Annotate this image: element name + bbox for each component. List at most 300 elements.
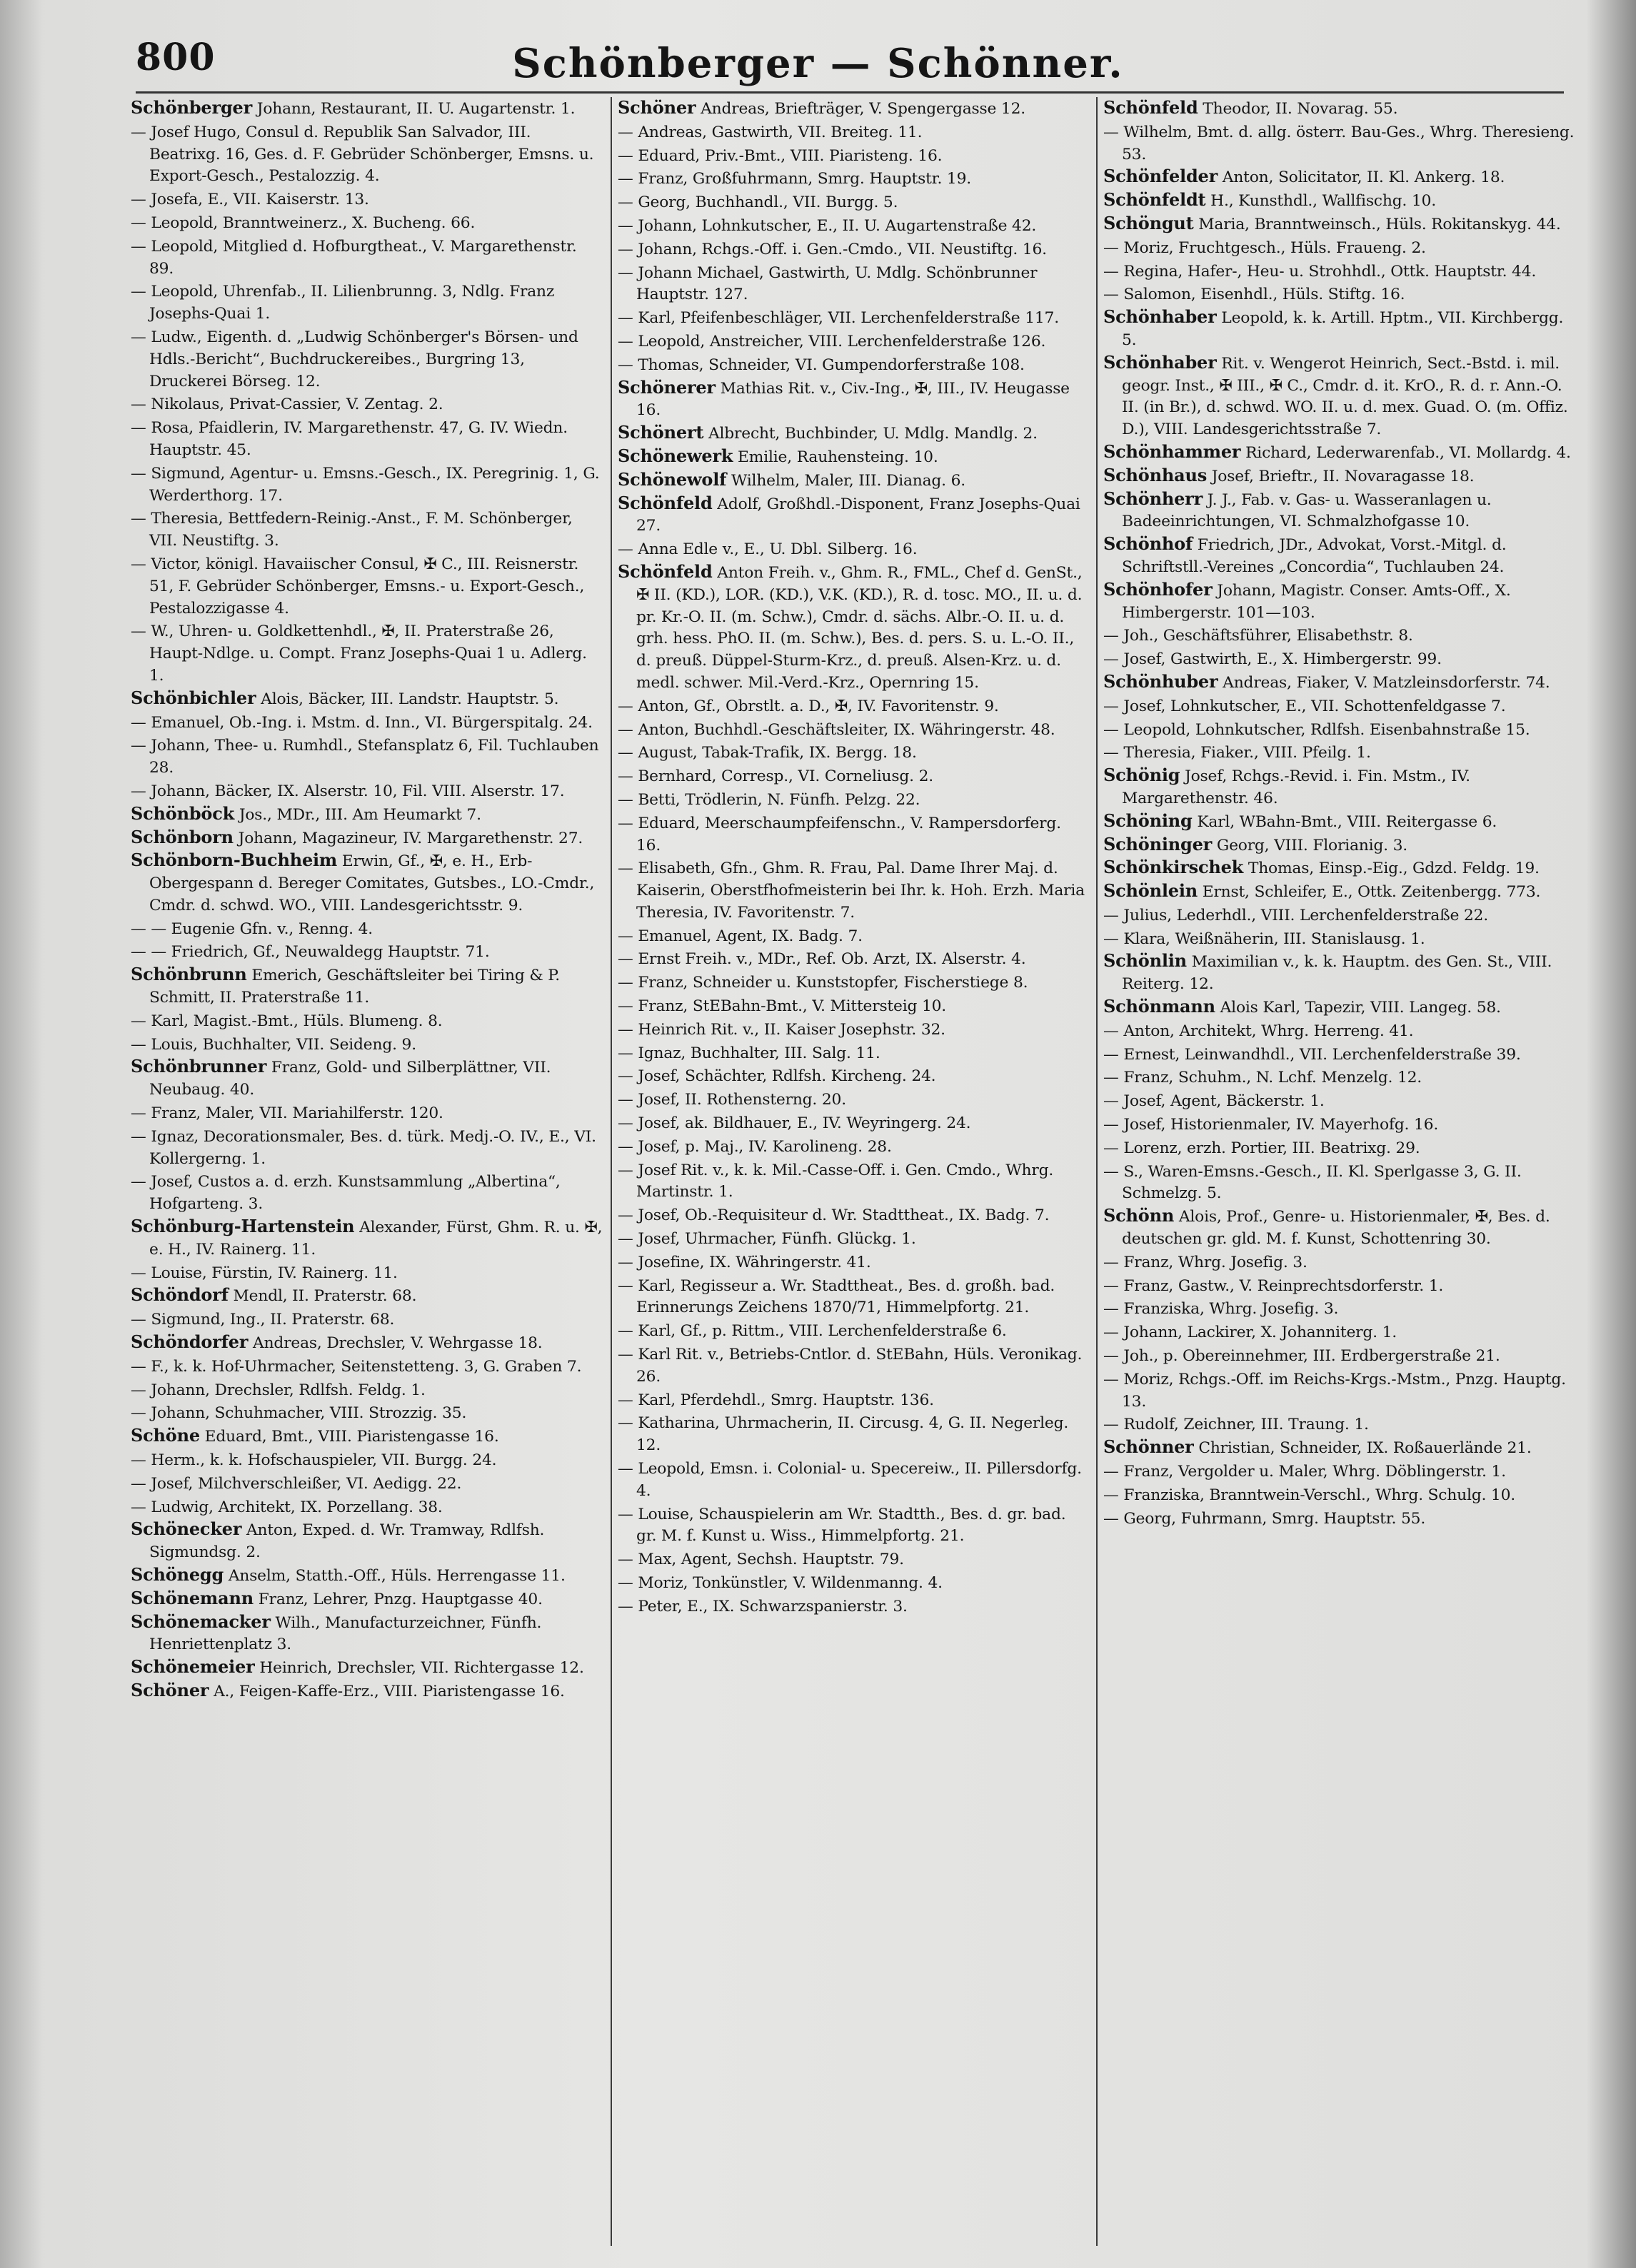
entry-surname: Schönn bbox=[1103, 1205, 1175, 1226]
entry-text: — Johann, Bäcker, IX. Alserstr. 10, Fil. VIII. Alserstr. 17. bbox=[131, 782, 565, 800]
entry-text: — Nikolaus, Privat-Cassier, V. Zentag. 2. bbox=[131, 395, 443, 414]
entry-text: — Thomas, Schneider, VI. Gumpendorferstraße 108. bbox=[618, 356, 1025, 374]
entry-text: — Betti, Trödlerin, N. Fünfh. Pelzg. 22. bbox=[618, 790, 920, 809]
entry-surname: Schönner bbox=[1103, 1436, 1194, 1458]
directory-entry bbox=[131, 97, 603, 121]
entry-surname: Schöninger bbox=[1103, 833, 1213, 855]
directory-entry bbox=[1103, 834, 1575, 857]
entry-text: H., Kunsthdl., Wallfischg. 10. bbox=[1205, 192, 1436, 211]
entry-surname: Schöner bbox=[618, 97, 696, 118]
entry-text: — Josef, ak. Bildhauer, E., IV. Weyringerg. 24. bbox=[618, 1114, 971, 1133]
directory-entry bbox=[131, 507, 603, 553]
entry-surname: Schönhuber bbox=[1103, 670, 1218, 692]
entry-text: Alois Karl, Tapezir, VIII. Langeg. 58. bbox=[1215, 999, 1501, 1017]
page-shadow-left bbox=[0, 0, 43, 2268]
entry-text: Christian, Schneider, IX. Roßauerlände 21. bbox=[1193, 1439, 1532, 1458]
entry-text: — Rosa, Pfaidlerin, IV. Margarethenstr. 47, G. IV. Wiedn. Hauptstr. 45. bbox=[131, 419, 568, 459]
directory-entry bbox=[618, 261, 1089, 307]
directory-entry bbox=[1103, 671, 1575, 695]
directory-entry bbox=[1103, 1436, 1575, 1460]
entry-text: — Josef, Agent, Bäckerstr. 1. bbox=[1103, 1092, 1325, 1111]
directory-entry bbox=[618, 765, 1089, 788]
directory-entry bbox=[131, 462, 603, 508]
entry-text: — Leopold, Emsn. i. Colonial- u. Specereiw., II. Pillersdorfg. 4. bbox=[618, 1460, 1082, 1500]
entry-surname: Schönböck bbox=[131, 802, 235, 824]
entry-surname: Schönmann bbox=[1103, 996, 1215, 1017]
directory-entry bbox=[618, 1018, 1089, 1042]
directory-entry bbox=[1103, 121, 1575, 166]
entry-surname: Schöngut bbox=[1103, 212, 1194, 233]
directory-entry bbox=[131, 326, 603, 393]
entry-surname: Schönbrunn bbox=[131, 964, 247, 985]
entry-text: Wilhelm, Maler, III. Dianag. 6. bbox=[726, 471, 965, 490]
entry-surname: Schönhofer bbox=[1103, 578, 1213, 600]
entry-text: — Moriz, Fruchtgesch., Hüls. Fraueng. 2. bbox=[1103, 238, 1426, 257]
directory-entry bbox=[618, 538, 1089, 561]
entry-text: — Joh., p. Obereinnehmer, III. Erdbergerstraße 21. bbox=[1103, 1347, 1500, 1366]
directory-entry bbox=[131, 1379, 603, 1402]
directory-entry bbox=[1103, 1043, 1575, 1067]
directory-entry bbox=[618, 695, 1089, 718]
entry-text: — Moriz, Rchgs.-Off. im Reichs-Krgs.-Mstm., Pnzg. Hauptg. 13. bbox=[1103, 1370, 1566, 1411]
directory-entry bbox=[618, 1343, 1089, 1388]
directory-entry bbox=[131, 1308, 603, 1331]
entry-text: — Johann, Thee- u. Rumhdl., Stefansplatz 6, Fil. Tuchlauben 28. bbox=[131, 737, 599, 777]
directory-entry bbox=[618, 994, 1089, 1018]
directory-entry bbox=[1103, 1274, 1575, 1298]
entry-text: Anton, Exped. d. Wr. Tramway, Rdlfsh. Sigmundsg. 2. bbox=[149, 1521, 545, 1562]
directory-entry bbox=[618, 306, 1089, 330]
directory-entry bbox=[618, 857, 1089, 924]
entry-text: — Johann, Lohnkutscher, E., II. U. Augartenstraße 42. bbox=[618, 216, 1037, 235]
directory-entry bbox=[618, 1227, 1089, 1251]
directory-entry bbox=[618, 1251, 1089, 1274]
directory-entry bbox=[618, 191, 1089, 214]
directory-entry bbox=[131, 711, 603, 735]
directory-entry bbox=[1103, 465, 1575, 488]
directory-entry bbox=[618, 1571, 1089, 1595]
entry-text: — Leopold, Lohnkutscher, Rdlfsh. Eisenbahnstraße 15. bbox=[1103, 720, 1530, 739]
directory-entry bbox=[618, 353, 1089, 377]
entry-text: Alois, Bäcker, III. Landstr. Hauptstr. 5. bbox=[256, 690, 559, 708]
directory-entry bbox=[1103, 236, 1575, 260]
entry-text: — Julius, Lederhdl., VIII. Lerchenfelderstraße 22. bbox=[1103, 906, 1488, 924]
directory-entry bbox=[1103, 950, 1575, 996]
directory-entry bbox=[1103, 533, 1575, 579]
directory-entry bbox=[131, 1355, 603, 1379]
directory-entry bbox=[131, 827, 603, 850]
directory-entry bbox=[1103, 927, 1575, 951]
entry-text: — Bernhard, Corresp., VI. Corneliusg. 2. bbox=[618, 767, 933, 786]
entry-text: — Karl, Pferdehdl., Smrg. Hauptstr. 136. bbox=[618, 1391, 934, 1409]
directory-entry bbox=[131, 1518, 603, 1564]
entry-text: — Ludw., Eigenth. d. „Ludwig Schönberger's Börsen- und Hdls.-Bericht“, Buchdruckereibes., Burgring 13, Druckerei Börseg. 12. bbox=[131, 328, 578, 390]
directory-entry bbox=[131, 416, 603, 462]
entry-text: Karl, WBahn-Bmt., VIII. Reitergasse 6. bbox=[1192, 812, 1497, 831]
entry-surname: Schönburg-Hartenstein bbox=[131, 1216, 355, 1237]
directory-entry bbox=[618, 1135, 1089, 1159]
directory-entry bbox=[618, 1064, 1089, 1088]
page-shadow-right bbox=[1586, 0, 1636, 2268]
entry-text: — Klara, Weißnäherin, III. Stanislausg. 1. bbox=[1103, 929, 1425, 948]
columns bbox=[125, 97, 1582, 2246]
directory-entry bbox=[131, 1588, 603, 1611]
directory-entry bbox=[618, 561, 1089, 695]
entry-surname: Schönewerk bbox=[618, 445, 733, 466]
entry-text: — Theresia, Bettfedern-Reinig.-Anst., F. M. Schönberger, VII. Neustiftg. 3. bbox=[131, 510, 573, 550]
entry-text: — Max, Agent, Sechsh. Hauptstr. 79. bbox=[618, 1551, 904, 1569]
directory-entry bbox=[1103, 1297, 1575, 1321]
entry-text: Georg, VIII. Florianig. 3. bbox=[1212, 836, 1407, 855]
directory-entry bbox=[618, 422, 1089, 445]
entry-text: — Franz, Schneider u. Kunststopfer, Fischerstiege 8. bbox=[618, 974, 1028, 992]
directory-entry bbox=[618, 718, 1089, 742]
entry-text: Alexander, Fürst, Ghm. R. u. ✠, e. H., IV. Rainerg. 11. bbox=[149, 1219, 603, 1259]
entry-text: — Salomon, Eisenhdl., Hüls. Stiftg. 16. bbox=[1103, 286, 1405, 304]
entry-text: A., Feigen-Kaffe-Erz., VIII. Piaristengasse 16. bbox=[209, 1682, 565, 1700]
directory-entry bbox=[618, 377, 1089, 423]
directory-entry bbox=[1103, 1089, 1575, 1113]
entry-surname: Schöning bbox=[1103, 810, 1193, 831]
entry-text: — Franz, Großfuhrmann, Smrg. Hauptstr. 19. bbox=[618, 170, 971, 188]
entry-surname: Schönlin bbox=[1103, 950, 1187, 972]
directory-entry bbox=[618, 97, 1089, 121]
entry-text: — Andreas, Gastwirth, VII. Breiteg. 11. bbox=[618, 123, 923, 141]
entry-text: — Rudolf, Zeichner, III. Traung. 1. bbox=[1103, 1416, 1369, 1434]
entry-text: — Johann, Rchgs.-Off. i. Gen.-Cmdo., VII. Neustiftg. 16. bbox=[618, 240, 1047, 258]
entry-text: Emilie, Rauhensteing. 10. bbox=[733, 448, 938, 466]
directory-entry bbox=[1103, 996, 1575, 1019]
directory-entry bbox=[1103, 283, 1575, 306]
directory-entry bbox=[1103, 904, 1575, 927]
directory-entry bbox=[618, 1159, 1089, 1204]
entry-text: Erwin, Gf., ✠, e. H., Erb-Obergespann d. Bereger Comitates, Gutsbes., LO.-Cmdr., Cmdr. d. schwd. WO., VIII. Landesgerichtsstr. 9. bbox=[149, 852, 595, 914]
entry-surname: Schönbrunner bbox=[131, 1056, 267, 1077]
entry-text: — Anton, Architekt, Whrg. Herreng. 41. bbox=[1103, 1022, 1414, 1040]
directory-entry bbox=[131, 1611, 603, 1657]
entry-text: — Anna Edle v., E., U. Dbl. Silberg. 16. bbox=[618, 540, 918, 559]
entry-surname: Schönfeld bbox=[618, 560, 713, 582]
entry-surname: Schönert bbox=[618, 422, 704, 443]
entry-text: — Georg, Fuhrmann, Smrg. Hauptstr. 55. bbox=[1103, 1509, 1426, 1528]
directory-entry bbox=[618, 214, 1089, 238]
entry-text: Mendl, II. Praterstr. 68. bbox=[228, 1287, 417, 1306]
entry-surname: Schönborn-Buchheim bbox=[131, 850, 338, 871]
entry-text: — Josef, Milchverschleißer, VI. Aedigg. 22. bbox=[131, 1474, 462, 1493]
entry-text: Jos., MDr., III. Am Heumarkt 7. bbox=[234, 805, 481, 824]
entry-text: Mathias Rit. v., Civ.-Ing., ✠, III., IV. Heugasse 16. bbox=[636, 379, 1070, 420]
directory-entry bbox=[618, 469, 1089, 493]
entry-surname: Schönhaber bbox=[1103, 351, 1217, 373]
entry-surname: Schönemacker bbox=[131, 1611, 271, 1632]
directory-entry bbox=[618, 1503, 1089, 1548]
directory-entry bbox=[618, 1204, 1089, 1227]
directory-entry bbox=[131, 1656, 603, 1680]
entry-text: — Franz, Whrg. Josefig. 3. bbox=[1103, 1253, 1308, 1271]
directory-entry bbox=[131, 734, 603, 780]
entry-text: — Josef, Lohnkutscher, E., VII. Schottenfeldgasse 7. bbox=[1103, 697, 1506, 715]
directory-entry bbox=[1103, 1113, 1575, 1136]
entry-text: — Johann, Schuhmacher, VIII. Strozzig. 35. bbox=[131, 1404, 467, 1423]
directory-entry bbox=[1103, 579, 1575, 625]
entry-text: — Joh., Geschäftsführer, Elisabethstr. 8. bbox=[1103, 627, 1413, 645]
entry-text: — Ernest, Leinwandhdl., VII. Lerchenfelderstraße 39. bbox=[1103, 1045, 1521, 1064]
entry-surname: Schönemann bbox=[131, 1587, 254, 1608]
entry-text: — Karl, Magist.-Bmt., Hüls. Blumeng. 8. bbox=[131, 1012, 443, 1030]
entry-text: — Franz, Vergolder u. Maler, Whrg. Döblingerstr. 1. bbox=[1103, 1463, 1506, 1481]
entry-surname: Schönhaber bbox=[1103, 306, 1217, 328]
directory-entry bbox=[618, 1595, 1089, 1618]
directory-entry bbox=[1103, 260, 1575, 283]
directory-entry bbox=[131, 553, 603, 620]
directory-entry bbox=[131, 1009, 603, 1033]
directory-entry bbox=[131, 620, 603, 687]
entry-surname: Schönborn bbox=[131, 826, 234, 847]
entry-surname: Schöne bbox=[131, 1425, 200, 1446]
entry-text: — Emanuel, Ob.-Ing. i. Mstm. d. Inn., VI. Bürgerspitalg. 24. bbox=[131, 713, 593, 732]
entry-text: Alois, Prof., Genre- u. Historienmaler, ✠, Bes. d. deutschen gr. gld. M. f. Kunst, Schottenring 30. bbox=[1122, 1208, 1550, 1249]
entry-text: — Ignaz, Buchhalter, III. Salg. 11. bbox=[618, 1044, 880, 1062]
directory-entry bbox=[1103, 1066, 1575, 1089]
directory-entry bbox=[618, 1457, 1089, 1503]
entry-text: — F., k. k. Hof-Uhrmacher, Seitenstetteng. 3, G. Graben 7. bbox=[131, 1357, 582, 1376]
entry-text: — Theresia, Fiaker., VIII. Pfeilg. 1. bbox=[1103, 744, 1371, 762]
entry-text: Josef, Rchgs.-Revid. i. Fin. Mstm., IV. Margarethenstr. 46. bbox=[1122, 767, 1470, 807]
entry-text: J. J., Fab. v. Gas- u. Wasseranlagen u. Badeeinrichtungen, VI. Schmalzhofgasse 10. bbox=[1122, 490, 1492, 531]
directory-entry bbox=[618, 1088, 1089, 1112]
entry-text: Franz, Gold- und Silberplättner, VII. Neubaug. 40. bbox=[149, 1059, 551, 1099]
directory-entry bbox=[1103, 695, 1575, 718]
entry-text: Franz, Lehrer, Pnzg. Hauptgasse 40. bbox=[253, 1590, 543, 1608]
directory-entry bbox=[1103, 765, 1575, 810]
directory-entry bbox=[131, 780, 603, 803]
header-rule bbox=[136, 91, 1564, 94]
entry-text: Adolf, Großhdl.-Disponent, Franz Josephs-Quai 27. bbox=[636, 495, 1080, 535]
entry-text: — Josefa, E., VII. Kaiserstr. 13. bbox=[131, 191, 369, 209]
entry-text: — Ignaz, Decorationsmaler, Bes. d. türk. Medj.-O. IV., E., VI. Kollergerng. 1. bbox=[131, 1127, 596, 1168]
entry-text: Anselm, Statth.-Off., Hüls. Herrengasse 11. bbox=[224, 1567, 566, 1585]
entry-text: — Victor, königl. Havaiischer Consul, ✠ C., III. Reisnerstr. 51, F. Gebrüder Schönberger, Emsns.- u. Export-Gesch., Pestalozzigasse 4. bbox=[131, 555, 585, 618]
entry-text: — Josef, II. Rothensterng. 20. bbox=[618, 1091, 846, 1109]
directory-entry bbox=[1103, 1507, 1575, 1531]
entry-text: — Eduard, Priv.-Bmt., VIII. Piaristeng. 16. bbox=[618, 146, 943, 165]
directory-entry bbox=[131, 917, 603, 941]
entry-text: Albrecht, Buchbinder, U. Mdlg. Mandlg. 2. bbox=[703, 425, 1038, 443]
entry-text: — — Eugenie Gfn. v., Renng. 4. bbox=[131, 919, 373, 938]
directory-entry bbox=[1103, 352, 1575, 441]
directory-entry bbox=[1103, 306, 1575, 352]
directory-entry bbox=[1103, 1483, 1575, 1507]
entry-surname: Schönerer bbox=[618, 376, 716, 398]
entry-text: — Johann, Lackirer, X. Johanniterg. 1. bbox=[1103, 1324, 1397, 1342]
entry-text: Emerich, Geschäftsleiter bei Tiring & P. Schmitt, II. Praterstraße 11. bbox=[149, 967, 561, 1007]
entry-surname: Schönegg bbox=[131, 1564, 224, 1585]
directory-entry bbox=[618, 445, 1089, 469]
entry-text: — Franz, Maler, VII. Mariahilferstr. 120. bbox=[131, 1104, 443, 1123]
entry-surname: Schönherr bbox=[1103, 488, 1203, 509]
directory-entry bbox=[1103, 880, 1575, 904]
entry-text: Johann, Magazineur, IV. Margarethenstr. 27. bbox=[233, 829, 583, 847]
directory-entry bbox=[1103, 1321, 1575, 1344]
directory-entry bbox=[1103, 857, 1575, 880]
directory-entry bbox=[131, 1261, 603, 1285]
directory-entry bbox=[618, 493, 1089, 538]
entry-text: Anton Freih. v., Ghm. R., FML., Chef d. GenSt., ✠ II. (KD.), LOR. (KD.), V.K. (KD.), R. d. tosc. MO., II. u. d. pr. Kr.-O. II. (m. Schw.), Cmdr. d. sächs. Albr.-O. II. u. d. grh. hess. PhO. II. (m. Schw.), Bes. d. pers. S. u. L.-O. II., d. preuß. Düppel-Sturm-Krz., d. preuß. Alsen-Krz. u. d. medl. schwer. Mil.-Verd.-Krz., Opernring 15. bbox=[636, 563, 1083, 692]
entry-text: Leopold, k. k. Artill. Hptm., VII. Kirchbergg. 5. bbox=[1122, 309, 1564, 349]
entry-text: Andreas, Fiaker, V. Matzleinsdorferstr. 74. bbox=[1218, 673, 1550, 692]
entry-text: — Louis, Buchhalter, VII. Seideng. 9. bbox=[131, 1035, 416, 1054]
entry-text: — Josef Hugo, Consul d. Republik San Salvador, III. Beatrixg. 16, Ges. d. F. Gebrüder Schönberger, Emsns. u. Export-Gesch., Pestalozzig. 4. bbox=[131, 123, 594, 186]
directory-entry bbox=[131, 393, 603, 416]
entry-text: Andreas, Briefträger, V. Spengergasse 12. bbox=[696, 100, 1025, 118]
directory-entry bbox=[1103, 1019, 1575, 1043]
entry-text: — Katharina, Uhrmacherin, II. Circusg. 4, G. II. Negerleg. 12. bbox=[618, 1414, 1069, 1455]
directory-entry bbox=[618, 167, 1089, 191]
entry-text: — Karl, Regisseur a. Wr. Stadttheat., Bes. d. großh. bad. Erinnerungs Zeichens 1870/71, Himmelpfortg. 21. bbox=[618, 1276, 1055, 1317]
directory-entry bbox=[618, 1548, 1089, 1571]
entry-text: — Josef, Historienmaler, IV. Mayerhofg. 16. bbox=[1103, 1116, 1439, 1134]
entry-text: — Josef Rit. v., k. k. Mil.-Casse-Off. i. Gen. Cmdo., Whrg. Martinstr. 1. bbox=[618, 1161, 1054, 1201]
directory-entry bbox=[618, 947, 1089, 971]
entry-text: — Louise, Schauspielerin am Wr. Stadtth., Bes. d. gr. bad. gr. M. f. Kunst u. Wiss., Himmelpfortg. 21. bbox=[618, 1505, 1066, 1546]
directory-entry bbox=[131, 803, 603, 827]
column-1 bbox=[125, 97, 611, 2246]
entry-text: — Sigmund, Ing., II. Praterstr. 68. bbox=[131, 1311, 395, 1329]
entry-text: Ernst, Schleifer, E., Ottk. Zeitenbergg. 773. bbox=[1198, 883, 1541, 902]
directory-entry bbox=[1103, 213, 1575, 236]
directory-entry bbox=[131, 1472, 603, 1496]
entry-surname: Schönewolf bbox=[618, 468, 727, 490]
entry-text: Johann, Restaurant, II. U. Augartenstr. 1. bbox=[252, 100, 576, 118]
entry-text: — Moriz, Tonkünstler, V. Wildenmanng. 4. bbox=[618, 1574, 943, 1592]
entry-text: Wilh., Manufacturzeichner, Fünfh. Henriettenplatz 3. bbox=[149, 1613, 542, 1654]
directory-entry bbox=[1103, 1251, 1575, 1274]
entry-text: — Karl, Gf., p. Rittm., VIII. Lerchenfelderstraße 6. bbox=[618, 1322, 1007, 1341]
entry-surname: Schönkirschek bbox=[1103, 857, 1244, 878]
entry-text: — Louise, Fürstin, IV. Rainerg. 11. bbox=[131, 1264, 398, 1282]
directory-entry bbox=[618, 788, 1089, 812]
entry-surname: Schönberger bbox=[131, 97, 253, 118]
directory-entry bbox=[131, 1170, 603, 1216]
directory-entry bbox=[131, 1401, 603, 1425]
entry-text: — Franz, StEBahn-Bmt., V. Mittersteig 10. bbox=[618, 997, 947, 1016]
entry-text: — Herm., k. k. Hofschauspieler, VII. Burgg. 24. bbox=[131, 1451, 497, 1470]
entry-text: — Eduard, Meerschaumpfeifenschn., V. Rampersdorferg. 16. bbox=[618, 814, 1061, 855]
directory-entry bbox=[131, 940, 603, 964]
directory-entry bbox=[1103, 1460, 1575, 1483]
entry-text: Andreas, Drechsler, V. Wehrgasse 18. bbox=[248, 1334, 543, 1353]
directory-entry bbox=[618, 812, 1089, 857]
directory-entry bbox=[131, 964, 603, 1009]
entry-text: — Ernst Freih. v., MDr., Ref. Ob. Arzt, IX. Alserstr. 4. bbox=[618, 950, 1026, 969]
directory-entry bbox=[618, 1319, 1089, 1343]
entry-text: — Lorenz, erzh. Portier, III. Beatrixg. 29. bbox=[1103, 1139, 1420, 1157]
directory-entry bbox=[1103, 189, 1575, 213]
entry-surname: Schönig bbox=[1103, 765, 1180, 786]
entry-text: — — Friedrich, Gf., Neuwaldegg Hauptstr. 71. bbox=[131, 943, 490, 962]
directory-entry bbox=[131, 1680, 603, 1703]
entry-text: — Peter, E., IX. Schwarzspanierstr. 3. bbox=[618, 1597, 908, 1616]
directory-entry bbox=[131, 188, 603, 211]
directory-entry bbox=[131, 1564, 603, 1588]
entry-text: — Sigmund, Agentur- u. Emsns.-Gesch., IX. Peregrinig. 1, G. Werderthorg. 17. bbox=[131, 464, 600, 505]
entry-text: Friedrich, JDr., Advokat, Vorst.-Mitgl. d. Schriftstll.-Vereines „Concordia“, Tuchlauben 24. bbox=[1122, 536, 1507, 576]
entry-surname: Schönfeld bbox=[618, 492, 713, 513]
entry-surname: Schöndorf bbox=[131, 1284, 229, 1306]
directory-entry bbox=[1103, 1344, 1575, 1368]
directory-entry bbox=[1103, 441, 1575, 465]
entry-text: Maximilian v., k. k. Hauptm. des Gen. St., VIII. Reiterg. 12. bbox=[1122, 953, 1552, 994]
directory-entry bbox=[1103, 166, 1575, 189]
directory-entry bbox=[131, 1125, 603, 1171]
entry-text: — Karl Rit. v., Betriebs-Cntlor. d. StEBahn, Hüls. Veronikag. 26. bbox=[618, 1346, 1083, 1386]
entry-text: — Wilhelm, Bmt. d. allg. österr. Bau-Ges., Whrg. Theresieng. 53. bbox=[1103, 123, 1575, 163]
directory-entry bbox=[131, 1102, 603, 1125]
directory-entry bbox=[618, 144, 1089, 168]
page-number: 800 bbox=[136, 36, 216, 79]
directory-entry bbox=[1103, 624, 1575, 647]
directory-entry bbox=[131, 850, 603, 917]
entry-text: — Franz, Schuhm., N. Lchf. Menzelg. 12. bbox=[1103, 1069, 1422, 1087]
directory-entry bbox=[618, 1388, 1089, 1412]
entry-text: Theodor, II. Novarag. 55. bbox=[1198, 100, 1398, 118]
directory-entry bbox=[131, 1284, 603, 1308]
directory-entry bbox=[1103, 97, 1575, 121]
directory-entry bbox=[131, 280, 603, 326]
entry-surname: Schönhaus bbox=[1103, 464, 1208, 485]
entry-text: — Anton, Buchhdl.-Geschäftsleiter, IX. Währingerstr. 48. bbox=[618, 720, 1055, 739]
directory-entry bbox=[1103, 810, 1575, 834]
entry-surname: Schönfelder bbox=[1103, 166, 1218, 187]
directory-entry bbox=[131, 1496, 603, 1519]
directory-entry bbox=[131, 121, 603, 188]
directory-entry bbox=[131, 1216, 603, 1261]
column-2 bbox=[611, 97, 1096, 2246]
directory-entry bbox=[618, 1411, 1089, 1457]
entry-text: Rit. v. Wengerot Heinrich, Sect.-Bstd. i. mil. geogr. Inst., ✠ III., ✠ C., Cmdr. d. it. KrO., R. d. r. Ann.-O. II. (in Br.), d. schwd. WO. II. u. d. mex. Guad. O. (m. Offiz. D.), VIII. Landesgerichtsstraße 7. bbox=[1122, 354, 1568, 439]
directory-entry bbox=[1103, 1413, 1575, 1436]
directory-entry bbox=[1103, 1136, 1575, 1160]
entry-text: — S., Waren-Emsns.-Gesch., II. Kl. Sperlgasse 3, G. II. Schmelzg. 5. bbox=[1103, 1162, 1522, 1203]
directory-entry bbox=[618, 330, 1089, 353]
directory-entry bbox=[131, 1056, 603, 1102]
entry-text: — Josef, p. Maj., IV. Karolineng. 28. bbox=[618, 1137, 892, 1156]
entry-text: — Josef, Schächter, Rdlfsh. Kircheng. 24. bbox=[618, 1067, 936, 1086]
entry-text: Richard, Lederwarenfab., VI. Mollardg. 4. bbox=[1240, 443, 1571, 462]
entry-text: — Elisabeth, Gfn., Ghm. R. Frau, Pal. Dame Ihrer Maj. d. Kaiserin, Oberstfhofmeisterin bei Ihr. k. Hoh. Erzh. Maria Theresia, IV. Favoritenstr. 7. bbox=[618, 860, 1085, 922]
entry-text: — Josef, Gastwirth, E., X. Himbergerstr. 99. bbox=[1103, 650, 1442, 669]
directory-entry bbox=[131, 235, 603, 281]
directory-entry bbox=[131, 687, 603, 711]
entry-surname: Schönbichler bbox=[131, 687, 256, 708]
directory-entry bbox=[618, 1274, 1089, 1320]
entry-text: — Franziska, Whrg. Josefig. 3. bbox=[1103, 1300, 1339, 1319]
directory-entry bbox=[1103, 1205, 1575, 1251]
directory-entry bbox=[131, 1448, 603, 1472]
directory-entry bbox=[618, 924, 1089, 948]
directory-entry bbox=[1103, 1160, 1575, 1206]
entry-text: — Georg, Buchhandl., VII. Burgg. 5. bbox=[618, 193, 898, 212]
directory-entry bbox=[1103, 488, 1575, 534]
entry-text: Maria, Branntweinsch., Hüls. Rokitanskyg. 44. bbox=[1193, 215, 1561, 233]
directory-entry bbox=[618, 121, 1089, 144]
entry-text: — Karl, Pfeifenbeschläger, VII. Lerchenfelderstraße 117. bbox=[618, 309, 1059, 328]
entry-surname: Schönlein bbox=[1103, 880, 1198, 902]
directory-entry bbox=[618, 1042, 1089, 1065]
directory-entry bbox=[1103, 647, 1575, 671]
entry-text: — Ludwig, Architekt, IX. Porzellang. 38. bbox=[131, 1498, 443, 1516]
column-3 bbox=[1096, 97, 1582, 2246]
